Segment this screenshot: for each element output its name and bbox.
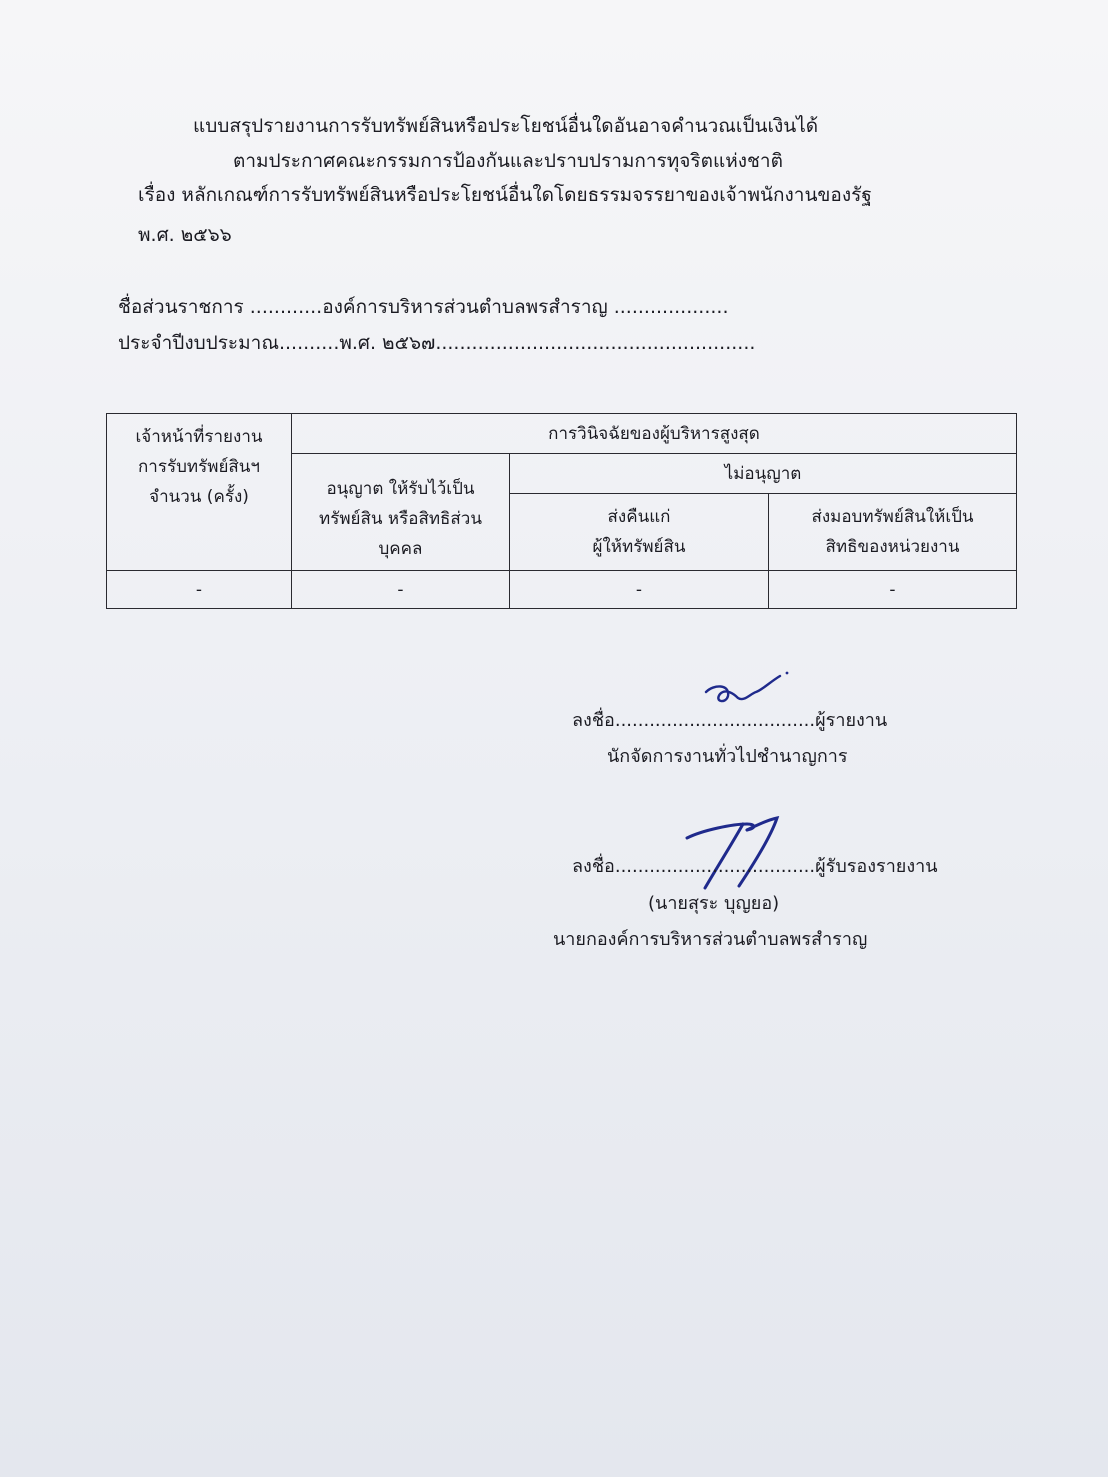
certifier-sign-prefix: ลงชื่อ [572, 856, 615, 877]
reporter-count-header-line: การรับทรัพย์สินฯ [138, 457, 260, 477]
return-header [510, 494, 769, 571]
table-cell-return: - [510, 571, 769, 609]
allow-header-line: อนุญาต ให้รับไว้เป็น [326, 479, 475, 499]
title-line-3: เรื่อง หลักเกณฑ์การรับทรัพย์สินหรือประโยชน์อื่นใดโดยธรรมจรรยาของเจ้าพนักงานของรัฐ [138, 184, 872, 206]
allow-header [292, 454, 510, 571]
table-cell-count: - [107, 571, 292, 609]
transfer-header [769, 494, 1017, 571]
certifier-position: นายกองค์การบริหารส่วนตำบลพรสำราญ [553, 929, 868, 950]
certifier-sign-dots: ................................... [614, 856, 816, 877]
allow-header-line: ทรัพย์สิน หรือสิทธิส่วน [319, 509, 482, 529]
certifier-role: ผู้รับรองรายงาน [815, 856, 938, 877]
transfer-header-line: ส่งมอบทรัพย์สินให้เป็น [811, 507, 974, 527]
decision-header: การวินิจฉัยของผู้บริหารสูงสุด [292, 414, 1017, 454]
title-line-1: แบบสรุปรายงานการรับทรัพย์สินหรือประโยชน์อื่นใดอันอาจคำนวณเป็นเงินได้ [193, 115, 819, 137]
reporter-role: ผู้รายงาน [815, 710, 888, 731]
reporter-count-header [107, 414, 292, 571]
transfer-header-line: สิทธิของหน่วยงาน [825, 537, 960, 557]
return-header-line: ผู้ให้ทรัพย์สิน [592, 537, 686, 557]
table-row [107, 571, 1017, 609]
certifier-name: (นายสุระ บุญยอ) [648, 893, 780, 914]
title-year: พ.ศ. ๒๕๖๖ [138, 224, 232, 246]
deny-header: ไม่อนุญาต [510, 454, 1017, 494]
reporter-count-header-line: จำนวน (ครั้ง) [149, 487, 249, 507]
reporter-count-header-line: เจ้าหน้าที่รายงาน [135, 427, 263, 447]
certifier-signature [683, 812, 793, 892]
report-table [106, 413, 1017, 609]
reporter-position: นักจัดการงานทั่วไปชำนาญการ [607, 746, 848, 767]
agency-line: ชื่อส่วนราชการ ............องค์การบริหารส่วนตำบลพรสำราญ ................... [118, 296, 729, 318]
table-cell-transfer: - [769, 571, 1017, 609]
allow-header-line: บุคคล [378, 539, 423, 559]
certifier-signature-line [572, 858, 938, 876]
return-header-line: ส่งคืนแก่ [607, 507, 671, 527]
reporter-sign-dots: ................................... [614, 710, 816, 731]
title-line-2: ตามประกาศคณะกรรมการป้องกันและปราบปรามการทุจริตแห่งชาติ [233, 150, 783, 172]
reporter-signature-line [572, 712, 887, 730]
fiscal-year-line: ประจำปีงบประมาณ..........พ.ศ. ๒๕๖๗..................................................... [118, 332, 756, 354]
table-cell-allow: - [292, 571, 510, 609]
reporter-sign-prefix: ลงชื่อ [572, 710, 615, 731]
reporter-signature [700, 672, 790, 712]
